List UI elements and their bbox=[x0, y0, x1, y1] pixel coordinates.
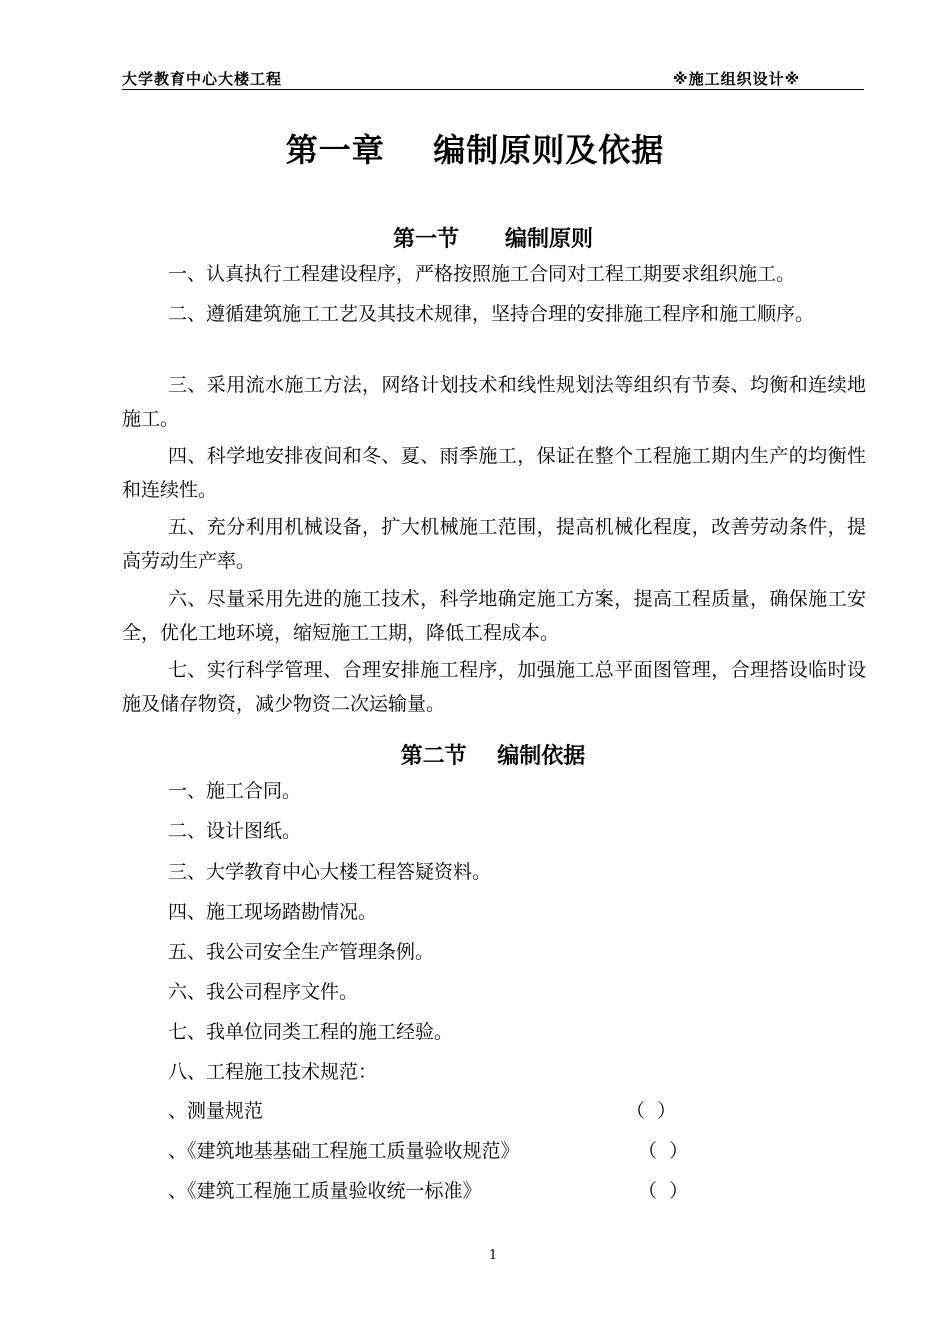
spec-item-code: （ ） bbox=[638, 1140, 689, 1162]
principle-paragraph: 三、采用流水施工方法，网络计划技术和线性规划法等组织有节奏、均衡和连续地施工。 bbox=[122, 374, 866, 430]
basis-item: 七、我单位同类工程的施工经验。 bbox=[168, 1021, 454, 1043]
basis-item: 二、设计图纸。 bbox=[168, 820, 302, 842]
basis-item: 一、施工合同。 bbox=[168, 780, 302, 802]
principle-paragraph: 六、尽量采用先进的施工技术，科学地确定施工方案，提高工程质量，确保施工安全，优化工地环境，缩短施工工期，降低工程成本。 bbox=[122, 588, 866, 644]
chapter-title: 第一章 编制原则及依据 bbox=[285, 131, 665, 169]
basis-item: 五、我公司安全生产管理条例。 bbox=[168, 941, 435, 963]
basis-item: 四、施工现场踏勘情况。 bbox=[168, 901, 378, 923]
principle-paragraph: 二、遵循建筑施工工艺及其技术规律，坚持合理的安排施工程序和施工顺序。 bbox=[168, 303, 815, 325]
header-document-type: ※施工组织设计※ bbox=[673, 70, 801, 88]
section-title-basis: 第二节 编制依据 bbox=[400, 744, 586, 769]
principle-paragraph: 七、实行科学管理、合理安排施工程序，加强施工总平面图管理，合理搭设临时设施及储存物资，减少物资二次运输量。 bbox=[122, 659, 866, 715]
header-project-name: 大学教育中心大楼工程 bbox=[122, 70, 283, 88]
principle-paragraph: 四、科学地安排夜间和冬、夏、雨季施工，保证在整个工程施工期内生产的均衡性和连续性。 bbox=[122, 445, 866, 501]
spec-item-name: 、《建筑工程施工质量验收统一标准》 bbox=[168, 1180, 482, 1202]
spec-item-name: 、《建筑地基基础工程施工质量验收规范》 bbox=[168, 1140, 520, 1162]
header-divider bbox=[122, 89, 864, 90]
page-number: 1 bbox=[488, 1248, 498, 1263]
spec-item-code: （ ） bbox=[626, 1100, 677, 1122]
basis-item: 三、大学教育中心大楼工程答疑资料。 bbox=[168, 861, 492, 883]
basis-item: 八、工程施工技术规范： bbox=[168, 1061, 378, 1083]
spec-item-code: （ ） bbox=[638, 1180, 689, 1202]
spec-item-name: 、测量规范 bbox=[168, 1100, 264, 1122]
section-title-principles: 第一节 编制原则 bbox=[393, 227, 593, 252]
basis-item: 六、我公司程序文件。 bbox=[168, 981, 359, 1003]
principle-paragraph: 一、认真执行工程建设程序，严格按照施工合同对工程工期要求组织施工。 bbox=[168, 263, 796, 285]
principle-paragraph: 五、充分利用机械设备，扩大机械施工范围，提高机械化程度，改善劳动条件，提高劳动生产率。 bbox=[122, 516, 866, 572]
